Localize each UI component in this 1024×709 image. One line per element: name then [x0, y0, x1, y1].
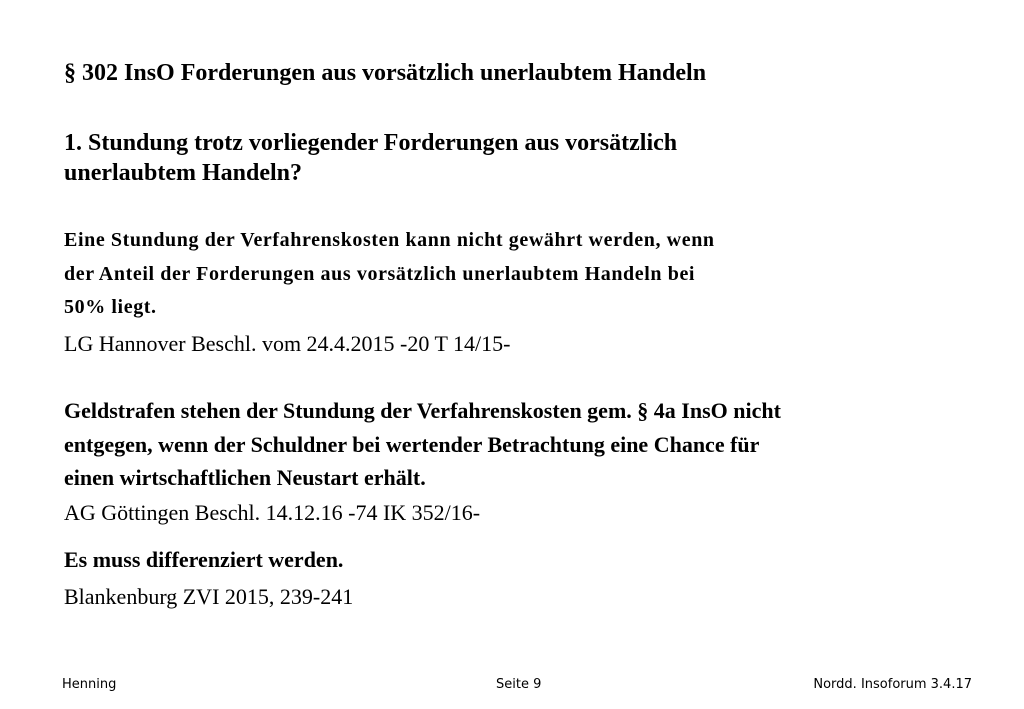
block3-citation: Blankenburg ZVI 2015, 239-241 [64, 584, 354, 609]
block1-line-1: Eine Stundung der Verfahrenskosten kann nicht gewährt werden, wenn [64, 229, 715, 251]
block2-line-1: Geldstrafen stehen der Stundung der Verfahrenskosten gem. § 4a InsO nicht [64, 398, 781, 423]
block2-citation: AG Göttingen Beschl. 14.12.16 -74 IK 352/16- [64, 500, 481, 525]
footer-event: Nordd. Insoforum 3.4.17 [813, 677, 972, 692]
question-line-1: 1. Stundung trotz vorliegender Forderungen aus vorsätzlich [64, 130, 678, 156]
block2-line-3: einen wirtschaftlichen Neustart erhält. [64, 465, 426, 490]
block1-citation: LG Hannover Beschl. vom 24.4.2015 -20 T 14/15- [64, 331, 511, 356]
footer-author: Henning [62, 677, 117, 692]
block2-line-2: entgegen, wenn der Schuldner bei wertender Betrachtung eine Chance für [64, 432, 760, 457]
question-line-2: unerlaubtem Handeln? [64, 160, 303, 186]
footer-page-number: Seite 9 [496, 677, 542, 692]
page-title: § 302 InsO Forderungen aus vorsätzlich unerlaubtem Handeln [64, 60, 707, 86]
block1-line-2: der Anteil der Forderungen aus vorsätzlich unerlaubtem Handeln bei [64, 263, 696, 285]
block1-line-3: 50% liegt. [64, 296, 157, 318]
block3-statement: Es muss differenziert werden. [64, 547, 344, 572]
